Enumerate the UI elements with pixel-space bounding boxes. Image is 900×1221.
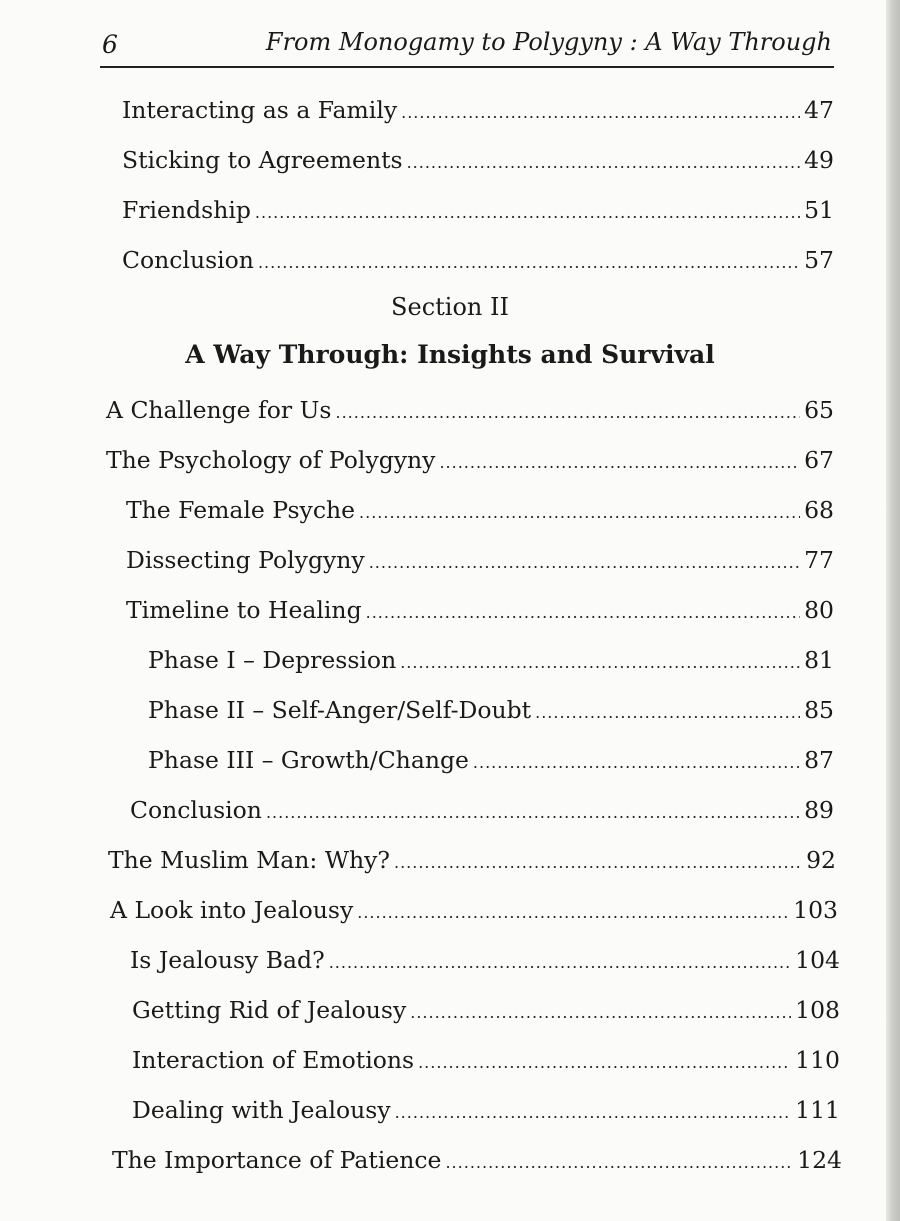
toc-entry-page: 124 (797, 1146, 842, 1174)
toc-entry-title: Dissecting Polygyny (126, 546, 365, 574)
toc-entry-title: A Challenge for Us (106, 396, 332, 424)
toc-entry (122, 246, 834, 274)
toc-leader-dots (410, 1003, 791, 1022)
toc-entry-title: Phase II – Self-Anger/Self-Doubt (148, 696, 532, 724)
toc-entry-title: Timeline to Healing (126, 596, 362, 624)
toc-entry (106, 396, 834, 424)
toc-leader-dots (445, 1153, 793, 1172)
toc-leader-dots (395, 1103, 792, 1122)
toc-entry-title: The Psychology of Polygyny (106, 446, 436, 474)
toc-entry-page: 103 (793, 896, 838, 924)
toc-entry-page: 47 (804, 96, 834, 124)
toc-entry-page: 77 (804, 546, 834, 574)
toc-entry-page: 104 (795, 946, 840, 974)
toc-entry-page: 110 (795, 1046, 840, 1074)
toc-leader-dots (473, 753, 800, 772)
toc-entry (106, 446, 834, 474)
toc-leader-dots (357, 903, 789, 922)
toc-leader-dots (335, 403, 800, 422)
page-edge (886, 0, 900, 1221)
toc-entry (148, 696, 834, 724)
toc-entry-page: 67 (804, 446, 834, 474)
toc-entry-title: The Importance of Patience (112, 1146, 442, 1174)
toc-entry-title: Is Jealousy Bad? (130, 946, 325, 974)
toc-entry (112, 1146, 842, 1174)
toc-entry-title: Phase III – Growth/Change (148, 746, 469, 774)
toc-entry-page: 57 (804, 246, 834, 274)
toc-entry-title: Interaction of Emotions (132, 1046, 415, 1074)
toc-leader-dots (366, 603, 800, 622)
page-header (100, 22, 834, 68)
toc-entry-page: 65 (804, 396, 834, 424)
toc-leader-dots (418, 1053, 791, 1072)
toc-entry (108, 846, 836, 874)
toc-entry (132, 1096, 840, 1124)
toc-entry-title: Friendship (122, 196, 251, 224)
toc-leader-dots (369, 553, 800, 572)
toc-entry-title: Sticking to Agreements (122, 146, 403, 174)
toc-entry-title: A Look into Jealousy (110, 896, 354, 924)
toc-entry-title: Conclusion (122, 246, 254, 274)
toc-entry (122, 196, 834, 224)
toc-entry-title: Conclusion (130, 796, 262, 824)
toc-entry (122, 96, 834, 124)
toc-entry-page: 108 (795, 996, 840, 1024)
toc-entry (148, 646, 834, 674)
toc-entry-title: Dealing with Jealousy (132, 1096, 391, 1124)
toc-entry-page: 85 (804, 696, 834, 724)
toc-entry-page: 81 (804, 646, 834, 674)
toc-entry-page: 68 (804, 496, 834, 524)
toc-leader-dots (329, 953, 791, 972)
toc-entry-page: 92 (806, 846, 836, 874)
toc-leader-dots (535, 703, 800, 722)
toc-leader-dots (359, 503, 800, 522)
toc-entry-page: 49 (804, 146, 834, 174)
toc-entry (126, 596, 834, 624)
toc-entry-page: 80 (804, 596, 834, 624)
running-title: From Monogamy to Polygyny : A Way Through (265, 28, 832, 56)
toc-entry-page: 87 (804, 746, 834, 774)
toc-leader-dots (258, 253, 800, 272)
toc-leader-dots (266, 803, 800, 822)
toc-leader-dots (255, 203, 800, 222)
toc-entry-page: 89 (804, 796, 834, 824)
toc-entry-page: 51 (804, 196, 834, 224)
toc-entry (132, 996, 840, 1024)
toc-entry (122, 146, 834, 174)
toc-leader-dots (400, 653, 800, 672)
toc-entry-title: Getting Rid of Jealousy (132, 996, 407, 1024)
toc-entry (148, 746, 834, 774)
toc-entry (132, 1046, 840, 1074)
toc-entry-title: Interacting as a Family (122, 96, 398, 124)
toc-leader-dots (394, 853, 802, 872)
toc-entry (126, 496, 834, 524)
toc-entry (110, 896, 838, 924)
toc-entry (130, 946, 840, 974)
section-title: A Way Through: Insights and Survival (185, 340, 715, 369)
toc-entry-page: 111 (795, 1096, 840, 1124)
toc-leader-dots (407, 153, 801, 172)
toc-leader-dots (401, 103, 800, 122)
toc-leader-dots (439, 453, 800, 472)
toc-entry (126, 546, 834, 574)
toc-entry-title: Phase I – Depression (148, 646, 397, 674)
toc-entry-title: The Muslim Man: Why? (108, 846, 390, 874)
page-number: 6 (102, 30, 118, 59)
section-label: Section II (391, 293, 509, 321)
toc-entry-title: The Female Psyche (126, 496, 356, 524)
toc-entry (130, 796, 834, 824)
